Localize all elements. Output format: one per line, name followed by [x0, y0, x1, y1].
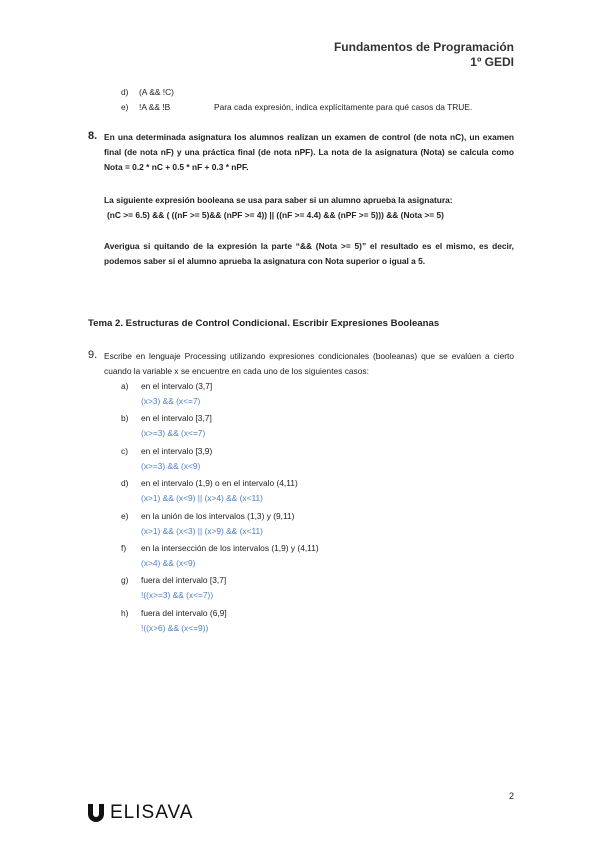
q9-item-text: en el intervalo [3,7]: [141, 413, 212, 424]
q9-item-answer: (x>=3) && (x<9): [141, 460, 201, 471]
prev-item-d-text: (A && !C): [139, 87, 174, 97]
q9-item-answer: (x>1) && (x<9) || (x>4) && (x<11): [141, 493, 263, 504]
q9-item-answer: (x>1) && (x<3) || (x>9) && (x<11): [141, 525, 263, 536]
q9-item-letter: h): [121, 607, 129, 618]
question-8-paragraph-1: En una determinada asignatura los alumnos realizan un examen de control (de nota nC), un examen final (de nota nF) y una práctica final (de nota nPF). La nota de la asignatura (Nota) se calcula como Nota = 0.2 * nC + 0.5 * nF + 0.3 * nPF.: [104, 132, 514, 172]
prev-item-e-text: !A && !B: [139, 102, 171, 112]
q9-item-letter: a): [121, 381, 129, 391]
question-8-paragraph-3: Averigua si quitando de la expresión la parte “&& (Nota >= 5)” el resultado es el mismo, es decir, podemos saber si el alumno aprueba la asignatura con Nota superior o igual a 5.: [104, 241, 514, 266]
logo-text: ELISAVA: [110, 802, 194, 823]
q9-item-text: en la unión de los intervalos (1,3) y (9,11): [141, 510, 295, 521]
prev-item-e-letter: e): [121, 102, 129, 112]
q9-item-text: en el intervalo (1,9) o en el intervalo (4,11): [141, 478, 298, 489]
q9-item-letter: b): [121, 413, 129, 424]
question-8-number: 8.: [88, 130, 98, 142]
q9-item-letter: c): [121, 445, 128, 456]
q9-item-text: fuera del intervalo [3,7]: [141, 575, 227, 586]
question-8-paragraph-2: La siguiente expresión booleana se usa para saber si un alumno aprueba la asignatura:: [104, 195, 453, 205]
header-group: 1º GEDI: [470, 55, 514, 69]
q9-item-answer: (x>=3) && (x<=7): [141, 428, 206, 439]
q9-item-text: fuera del intervalo (6,9]: [141, 607, 227, 618]
prev-item-e-note: Para cada expresión, indica explícitamente para qué casos da TRUE.: [214, 102, 473, 112]
q9-item-text: en el intervalo [3,9): [141, 445, 213, 456]
page-number: 2: [508, 791, 514, 801]
q9-item-letter: d): [121, 478, 129, 489]
q9-item-letter: e): [121, 510, 129, 521]
q9-item-answer: (x>4) && (x<9): [141, 558, 196, 568]
q9-item-letter: g): [121, 575, 129, 586]
header-course: Fundamentos de Programación: [333, 40, 514, 54]
q9-item-answer: (x>3) && (x<=7): [141, 396, 201, 406]
q9-item-text: en el intervalo (3,7]: [141, 381, 213, 391]
elisava-logo: [88, 802, 193, 824]
q9-item-answer: !((x>=3) && (x<=7)): [141, 590, 214, 601]
question-9-number: 9.: [88, 349, 98, 361]
q9-item-answer: !((x>6) && (x<=9)): [141, 622, 209, 633]
q9-item-text: en la intersección de los intervalos (1,9) y (4,11): [141, 543, 319, 553]
prev-item-d-letter: d): [121, 87, 129, 97]
elisava-logo-icon: [88, 804, 104, 822]
question-9-intro: Escribe en lenguaje Processing utilizando expresiones condicionales (booleanas) que se evalúen a cierto cuando la variable x se encuentre en cada uno de los siguientes casos:: [104, 351, 514, 376]
question-8-expression: (nC >= 6.5) && ( ((nF >= 5)&& (nPF >= 4)) || ((nF >= 4.4) && (nPF >= 5))) && (Nota >= 5): [107, 210, 444, 220]
q9-item-letter: f): [121, 543, 127, 553]
section-title: Tema 2. Estructuras de Control Condicional. Escribir Expresiones Booleanas: [88, 318, 440, 329]
